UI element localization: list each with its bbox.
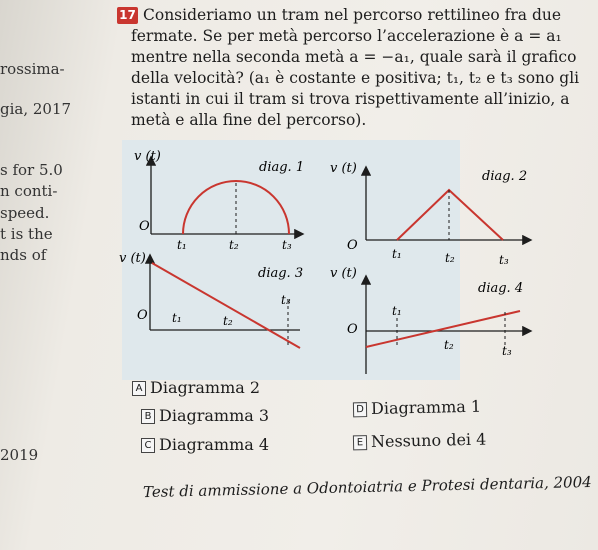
option-text: Diagramma 1 [370,396,482,418]
answer-option-e[interactable] [353,430,487,452]
tick-label: t₁ [172,311,182,325]
answer-option-b[interactable] [141,406,269,425]
option-text: Diagramma 2 [150,378,261,397]
tick-label: t₃ [282,238,292,252]
tick-label: t₁ [177,238,187,252]
source-citation: Test di ammissione a Odontoiatria e Protesi dentaria, 2004 [142,472,592,502]
margin-fragment: nds of [0,246,47,264]
origin-label: O [139,219,150,234]
option-text: Nessuno dei 4 [370,429,487,452]
diagram-title: diag. 2 [482,169,528,184]
margin-fragment: rossima- [0,60,65,78]
tick-label: t₂ [445,251,455,265]
option-text: Diagramma 3 [159,406,270,425]
origin-label: O [347,238,358,253]
tick-label: t₃ [502,344,512,358]
y-axis-label: v (t) [330,161,357,176]
velocity-curve [366,311,520,347]
tick-label: t₁ [392,304,402,318]
margin-fragment: 2019 [0,446,39,464]
answer-option-d[interactable] [353,397,481,419]
option-letter: C [141,438,155,453]
margin-fragment: t is the [0,225,53,243]
y-axis-label: v (t) [330,266,357,281]
tick-label: t₁ [392,247,402,261]
diagram-4 [330,266,530,374]
margin-fragment: gia, 2017 [0,100,72,118]
question-line: fermate. Se per metà percorso l’accelerazione è a = a₁ [131,27,562,45]
y-axis-label: v (t) [119,251,146,266]
answer-option-a[interactable] [132,378,260,397]
diagram-1 [134,149,304,252]
question-line: mentre nella seconda metà a = −a₁, quale sarà il grafico [131,48,577,66]
question-line: metà e alla fine del percorso). [131,111,367,129]
answer-option-c[interactable] [141,435,269,454]
velocity-curve [397,190,503,240]
tick-label: t₂ [444,338,454,352]
option-letter: D [353,402,367,417]
option-letter: A [132,381,146,396]
diagram-title: diag. 4 [478,281,524,296]
question-line: istanti in cui il tram si trova rispettivamente all’inizio, a [131,90,570,108]
tick-label: t₂ [223,314,233,328]
margin-fragment: n conti- [0,182,58,200]
option-letter: B [141,409,155,424]
question-line: della velocità? (a₁ è costante e positiva; t₁, t₂ e t₃ sono gli [131,69,580,87]
origin-label: O [347,322,358,337]
diagram-3 [119,251,303,348]
question-line: Consideriamo un tram nel percorso rettilineo fra due [143,6,562,24]
origin-label: O [137,308,148,323]
question-number: 17 [117,7,138,24]
margin-fragment: speed. [0,204,50,222]
tick-label: t₃ [499,253,509,267]
tick-label: t₃ [281,293,291,307]
diagram-2 [330,161,530,267]
option-text: Diagramma 4 [159,435,270,454]
y-axis-label: v (t) [134,149,161,164]
diagram-title: diag. 1 [259,160,305,175]
tick-label: t₂ [229,238,239,252]
margin-fragment: s for 5.0 [0,161,63,179]
diagram-title: diag. 3 [258,266,304,281]
option-letter: E [353,435,367,450]
